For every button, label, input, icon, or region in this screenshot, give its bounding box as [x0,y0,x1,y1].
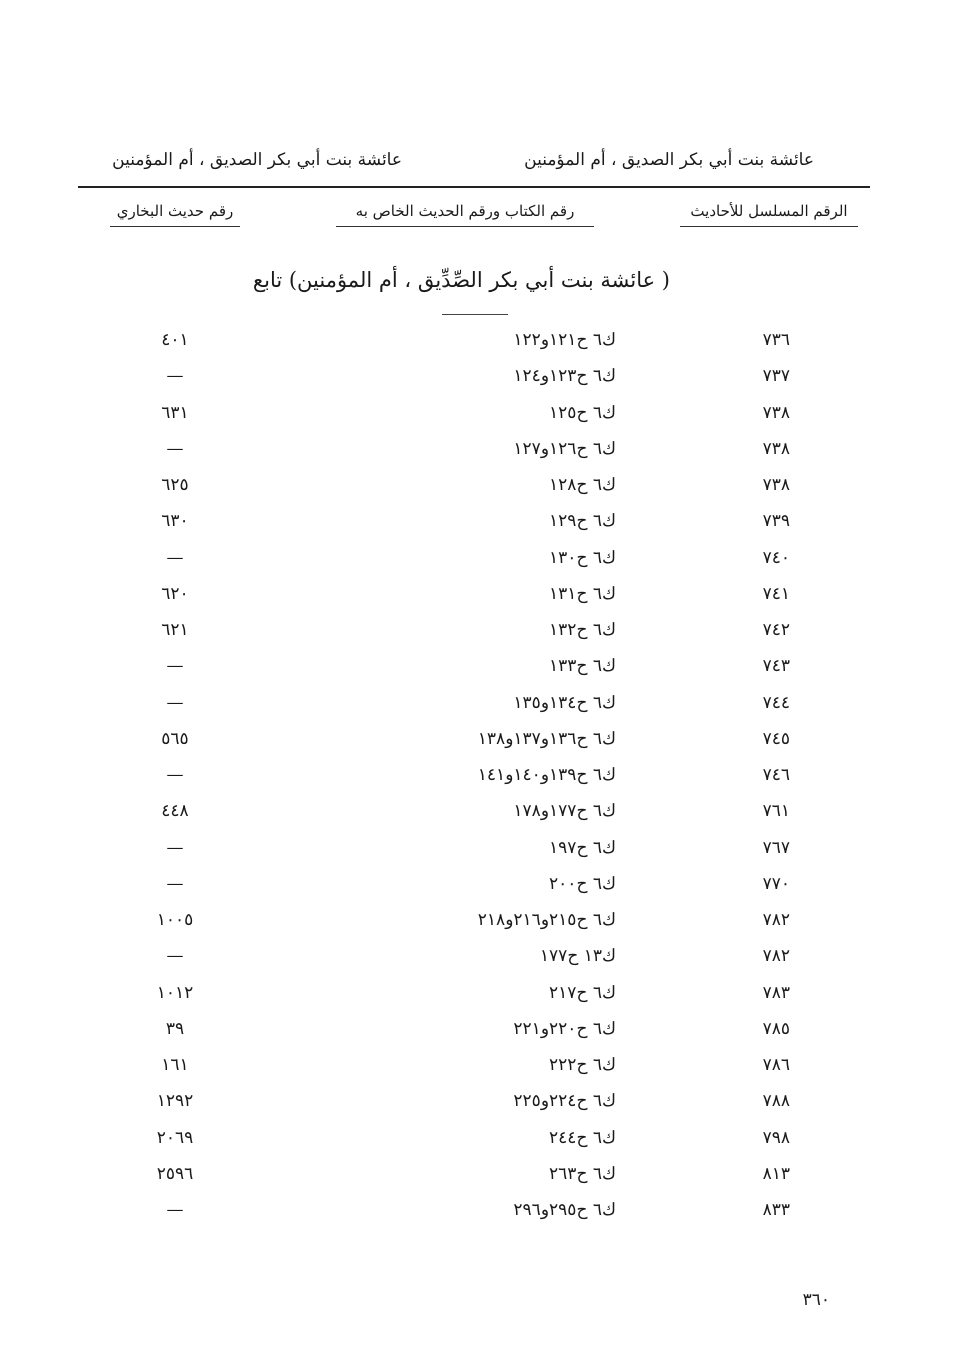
book-hadith-cell: ك٦ ح٢٠٠ [549,873,616,894]
table-row [0,620,956,650]
bukhari-number-cell: ٢٥٩٦ [156,1163,194,1184]
serial-number-cell: ٧٨٢ [762,910,790,930]
serial-number-cell: ٧٨٥ [762,1018,790,1039]
page-number: ٣٦٠ [802,1290,830,1310]
book-hadith-cell: ك٦ ح١٩٧ [549,837,616,858]
bukhari-number-cell: ٣٩ [165,1018,185,1039]
book-hadith-cell: ك٦ ح١٣٠ [549,547,616,568]
table-row [0,693,956,723]
serial-number-cell: ٧٨٢ [762,946,790,967]
column-header-bukhari: رقم حديث البخاري [110,202,240,227]
serial-number-cell: ٧٩٨ [762,1127,790,1148]
book-hadith-cell: ك٦ ح١٣٣ [549,656,616,677]
bukhari-number-cell: ٦٣٠ [161,511,189,532]
book-hadith-cell: ك٦ ح٢٩٥و٢٩٦ [513,1200,616,1220]
table-row [0,729,956,759]
table-row [0,983,956,1013]
book-hadith-cell: ك٦ ح٢١٧ [549,982,616,1003]
table-row [0,1164,956,1194]
table-row [0,1055,956,1085]
title-rule [442,314,508,315]
serial-number-cell: ٧٨٦ [762,1055,790,1075]
bukhari-number-cell: ٦٢٠ [161,583,189,604]
table-row [0,1091,956,1121]
table-row [0,330,956,360]
bukhari-number-cell: — [166,692,184,713]
bukhari-number-cell: — [166,765,184,785]
table-row [0,765,956,795]
bukhari-number-cell: — [166,873,184,894]
bukhari-number-cell: ١٠٠٥ [156,910,194,930]
table-row [0,656,956,686]
bukhari-number-cell: ٤٤٨ [161,801,189,822]
book-hadith-cell: ك٦ ح١٧٧و١٧٨ [513,801,616,822]
serial-number-cell: ٧٤٥ [762,728,790,749]
serial-number-cell: ٨٣٣ [762,1200,790,1220]
table-row [0,584,956,614]
serial-number-cell: ٧٣٩ [762,511,790,532]
bukhari-number-cell: ٦٢١ [161,620,189,640]
serial-number-cell: ٧٤٤ [762,692,790,713]
table-row [0,1019,956,1049]
serial-number-cell: ٧٤١ [762,583,790,604]
serial-number-cell: ٧٦٧ [762,837,790,858]
header-rule [78,186,870,188]
book-hadith-cell: ك٦ ح١٣٢ [549,620,616,640]
serial-number-cell: ٧٣٨ [762,402,790,423]
bukhari-number-cell: ٥٦٥ [161,728,189,749]
bukhari-number-cell: ١٦١ [161,1055,189,1075]
running-head-right: عائشة بنت أبي بكر الصديق ، أم المؤمنين [524,150,814,170]
book-hadith-cell: ك٦ ح١٣٦و١٣٧و١٣٨ [477,728,616,749]
table-row [0,874,956,904]
table-row [0,403,956,433]
table-row [0,439,956,469]
bukhari-number-cell: ٦٢٥ [161,475,189,495]
running-head-left: عائشة بنت أبي بكر الصديق ، أم المؤمنين [112,150,402,170]
book-hadith-cell: ك٦ ح٢٦٣ [549,1163,616,1184]
serial-number-cell: ٧٣٨ [762,475,790,495]
serial-number-cell: ٧٧٠ [762,873,790,894]
table-row [0,801,956,831]
book-hadith-cell: ك٦ ح١٣١ [549,583,616,604]
serial-number-cell: ٨١٣ [762,1163,790,1184]
book-hadith-cell: ك٦ ح١٣٤و١٣٥ [513,692,616,713]
book-hadith-cell: ك٦ ح١٣٩و١٤٠و١٤١ [477,765,616,785]
serial-number-cell: ٧٦١ [762,801,790,822]
bukhari-number-cell: ٤٠١ [161,330,189,350]
bukhari-number-cell: — [166,946,184,967]
section-title: ( عائشة بنت أبي بكر الصِّدِّيق ، أم المؤمنين) تابع [252,268,670,292]
bukhari-number-cell: — [166,656,184,677]
bukhari-number-cell: — [166,1200,184,1220]
bukhari-number-cell: ٦٣١ [161,402,189,423]
book-hadith-cell: ك٦ ح٢٢٠و٢٢١ [513,1018,616,1039]
book-hadith-cell: ك٦ ح٢٤٤ [549,1127,616,1148]
bukhari-number-cell: ٢٠٦٩ [156,1127,194,1148]
table-row [0,838,956,868]
book-hadith-cell: ك٦ ح١٢٩ [549,511,616,532]
serial-number-cell: ٧٨٨ [762,1091,790,1112]
serial-number-cell: ٧٤٢ [762,620,790,640]
column-header-serial: الرقم المسلسل للأحاديث [680,202,858,227]
bukhari-number-cell: — [166,366,184,387]
table-row [0,1200,956,1230]
table-row [0,1128,956,1158]
table-row [0,548,956,578]
book-hadith-cell: ك١٣ ح١٧٧ [539,946,616,967]
serial-number-cell: ٧٣٧ [762,366,790,387]
serial-number-cell: ٧٨٣ [762,982,790,1003]
book-hadith-cell: ك٦ ح١٢٦و١٢٧ [513,438,616,459]
book-hadith-cell: ك٦ ح١٢١و١٢٢ [513,330,616,350]
bukhari-number-cell: ١٢٩٢ [156,1091,194,1112]
table-row [0,475,956,505]
table-row [0,910,956,940]
book-hadith-cell: ك٦ ح٢١٥و٢١٦و٢١٨ [477,910,616,930]
column-header-book: رقم الكتاب ورقم الحديث الخاص به [336,202,594,227]
bukhari-number-cell: — [166,837,184,858]
table-row [0,511,956,541]
book-hadith-cell: ك٦ ح١٢٣و١٢٤ [513,366,616,387]
serial-number-cell: ٧٤٦ [762,765,790,785]
book-hadith-cell: ك٦ ح١٢٥ [549,402,616,423]
bukhari-number-cell: ١٠١٢ [156,982,194,1003]
serial-number-cell: ٧٣٨ [762,438,790,459]
book-hadith-cell: ك٦ ح٢٢٢ [549,1055,616,1075]
bukhari-number-cell: — [166,438,184,459]
book-hadith-cell: ك٦ ح٢٢٤و٢٢٥ [513,1091,616,1112]
bukhari-number-cell: — [166,547,184,568]
serial-number-cell: ٧٤٣ [762,656,790,677]
serial-number-cell: ٧٣٦ [762,330,790,350]
book-hadith-cell: ك٦ ح١٢٨ [549,475,616,495]
table-row [0,946,956,976]
table-row [0,366,956,396]
serial-number-cell: ٧٤٠ [762,547,790,568]
